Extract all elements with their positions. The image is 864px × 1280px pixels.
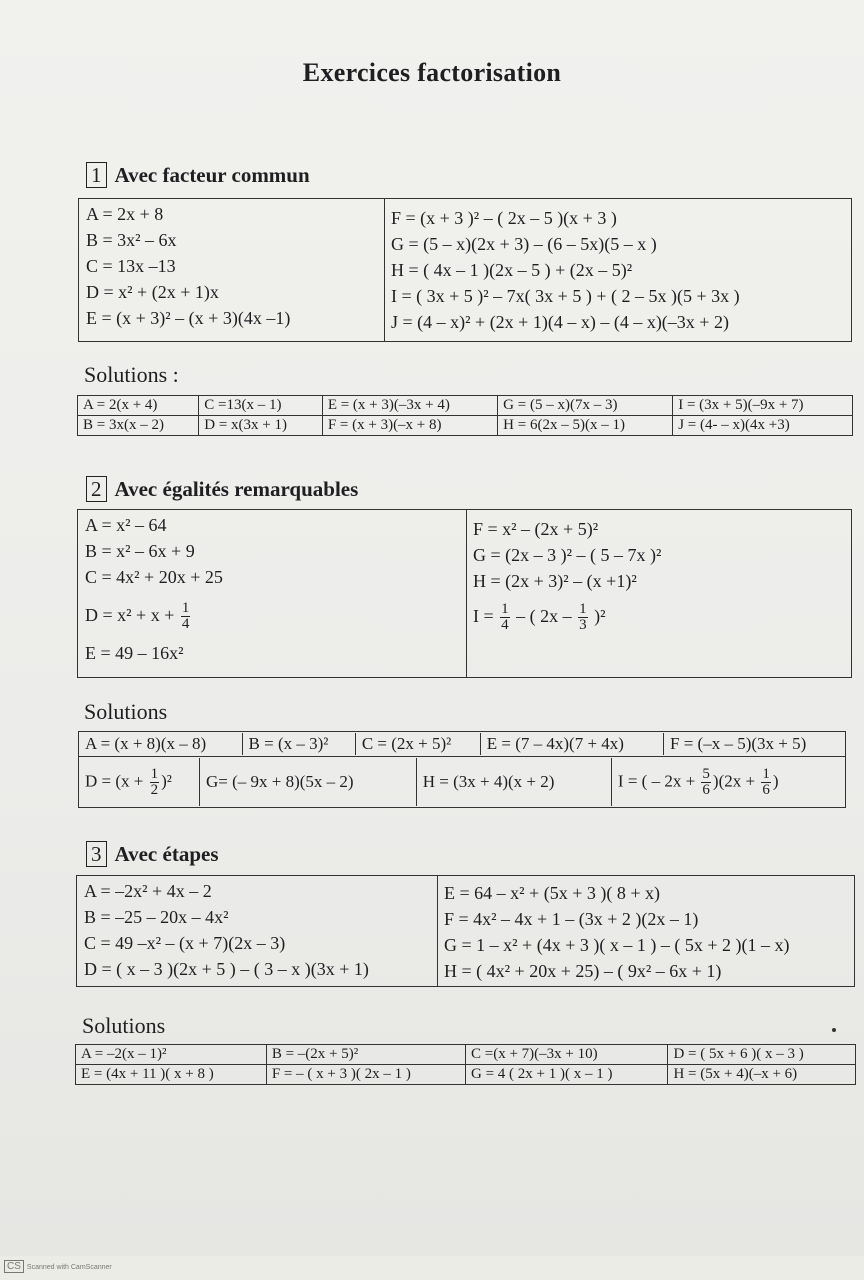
expression-text: )(2x +	[712, 770, 756, 790]
solution-cell: C =(x + 7)(–3x + 10)	[465, 1045, 667, 1065]
camscanner-logo: CS	[4, 1260, 24, 1273]
scanner-footer	[4, 1260, 112, 1273]
section-number: 3	[86, 841, 107, 867]
solution-cell: B = (x – 3)²	[242, 733, 355, 755]
numerator: 5	[702, 765, 710, 782]
exercise-line: A = –2x² + 4x – 2	[84, 881, 212, 901]
solution-cell: F = (–x – 5)(3x + 5)	[670, 734, 807, 753]
exercise-line: A = x² – 64	[85, 515, 167, 535]
fraction	[701, 767, 711, 798]
exercise-line: E = (x + 3)² – (x + 3)(4x –1)	[86, 308, 291, 328]
table-row	[79, 733, 845, 755]
exercise-line: C = 4x² + 20x + 25	[85, 567, 223, 587]
solutions-table-3	[75, 1044, 856, 1085]
solution-cell: G = 4 ( 2x + 1 )( x – 1 )	[465, 1065, 667, 1085]
exercise-line: E = 64 – x² + (5x + 3 )( 8 + x)	[444, 883, 660, 903]
exercise-line: B = 3x² – 6x	[86, 230, 177, 250]
exercise-line: G = (2x – 3 )² – ( 5 – 7x )²	[473, 545, 662, 565]
exercise-line: G = (5 – x)(2x + 3) – (6 – 5x)(5 – x )	[391, 234, 657, 254]
expression-text: )²	[594, 606, 606, 626]
fraction	[500, 602, 510, 633]
fraction	[578, 602, 588, 633]
solution-cell: B = –(2x + 5)²	[266, 1045, 465, 1065]
numerator: 1	[501, 601, 509, 618]
exercise-line: C = 49 –x² – (x + 7)(2x – 3)	[84, 933, 286, 953]
solution-cell: D = ( 5x + 6 )( x – 3 )	[668, 1045, 856, 1065]
exercise-line: E = 49 – 16x²	[85, 643, 184, 663]
table-row	[76, 1045, 856, 1065]
numerator: 1	[150, 765, 159, 782]
page-title: Exercices factorisation	[302, 58, 562, 87]
solution-cell: E = (4x + 11 )( x + 8 )	[76, 1065, 267, 1085]
exercise-line: A = 2x + 8	[86, 204, 164, 224]
section-title: Avec égalités remarquables	[114, 477, 359, 501]
solutions-label-2: Solutions	[84, 699, 168, 724]
solution-cell: H = (5x + 4)(–x + 6)	[668, 1065, 856, 1085]
exercise-line: F = (x + 3 )² – ( 2x – 5 )(x + 3 )	[391, 208, 617, 228]
exercise-line	[466, 594, 851, 638]
fraction	[761, 767, 771, 798]
solution-cell	[79, 758, 200, 806]
exercise-line: G = 1 – x² + (4x + 3 )( x – 1 ) – ( 5x + 2 )(1 – x)	[444, 935, 790, 955]
numerator: 1	[181, 600, 190, 617]
table-row	[76, 1065, 856, 1085]
solution-cell: B = 3x(x – 2)	[78, 416, 199, 436]
denominator: 6	[762, 781, 770, 798]
solution-row-table	[79, 733, 845, 755]
numerator: 1	[579, 601, 587, 618]
solution-cell: J = (4- – x)(4x +3)	[673, 416, 853, 436]
denominator: 6	[702, 781, 710, 798]
denominator: 4	[501, 617, 509, 634]
section-number: 1	[86, 162, 107, 188]
expression-text: )²	[161, 770, 172, 790]
exercise-left-column	[79, 199, 385, 341]
section-number: 2	[86, 476, 107, 502]
fraction	[181, 601, 191, 632]
denominator: 4	[181, 616, 190, 633]
solution-cell: C =13(x – 1)	[199, 396, 323, 416]
table-row	[78, 416, 853, 436]
solutions-table-1	[77, 395, 853, 436]
section-title: Avec étapes	[114, 842, 219, 866]
solution-cell: E = (x + 3)(–3x + 4)	[322, 396, 497, 416]
solution-cell: F = (x + 3)(–x + 8)	[322, 416, 497, 436]
table-row	[78, 396, 853, 416]
exercise-box-2	[77, 509, 852, 678]
expression-text: D = (x +	[85, 770, 144, 790]
solution-cell: F = – ( x + 3 )( 2x – 1 )	[266, 1065, 465, 1085]
solutions-label-1: Solutions :	[84, 362, 179, 387]
expression-text: )	[772, 770, 779, 790]
section-1-heading	[86, 162, 310, 188]
solution-cell: H = 6(2x – 5)(x – 1)	[498, 416, 673, 436]
solutions-table-2	[78, 731, 846, 808]
solution-cell	[611, 758, 845, 806]
expression-text: – ( 2x –	[516, 606, 572, 626]
exercise-line: F = 4x² – 4x + 1 – (3x + 2 )(2x – 1)	[444, 909, 699, 929]
solution-cell: H = (3x + 4)(x + 2)	[416, 758, 611, 806]
exercise-line: F = x² – (2x + 5)²	[473, 519, 599, 539]
fraction	[150, 767, 160, 798]
denominator: 2	[150, 781, 159, 798]
exercise-line: H = (2x + 3)² – (x +1)²	[473, 571, 637, 591]
solutions-label-3: Solutions	[82, 1013, 166, 1038]
exercise-line: D = x² + (2x + 1)x	[86, 282, 219, 302]
exercise-line: B = x² – 6x + 9	[85, 541, 195, 561]
solution-cell: A = 2(x + 4)	[78, 396, 199, 416]
table-row	[79, 732, 846, 757]
table-row	[79, 758, 845, 806]
solution-cell: G = (5 – x)(7x – 3)	[498, 396, 673, 416]
exercise-line: B = –25 – 20x – 4x²	[84, 907, 229, 927]
exercise-right-column	[384, 199, 851, 341]
exercise-line: I = ( 3x + 5 )² – 7x( 3x + 5 ) + ( 2 – 5x )(5 + 3x )	[391, 286, 740, 306]
solution-cell: E = (7 – 4x)(7 + 4x)	[480, 733, 663, 755]
solution-cell: A = –2(x – 1)²	[76, 1045, 267, 1065]
solution-row-container	[79, 732, 846, 757]
exercise-box-3	[76, 875, 855, 987]
exercise-left-column	[77, 876, 438, 986]
exercise-line: H = ( 4x² + 20x + 25) – ( 9x² – 6x + 1)	[444, 961, 722, 981]
section-3-heading	[86, 841, 219, 867]
exercise-left-column	[78, 510, 467, 677]
exercise-line: J = (4 – x)² + (2x + 1)(4 – x) – (4 – x)(–3x + 2)	[391, 312, 729, 332]
scanner-text: Scanned with CamScanner	[26, 1264, 112, 1271]
table-row	[79, 757, 846, 808]
solution-cell: A = (x + 8)(x – 8)	[79, 733, 242, 755]
section-2-heading	[86, 476, 358, 502]
exercise-box-1	[78, 198, 852, 342]
section-title: Avec facteur commun	[114, 163, 310, 187]
expression-text: I =	[473, 606, 494, 626]
expression-text: D = x² + x +	[85, 605, 175, 625]
exercise-right-column	[466, 510, 851, 677]
exercise-line	[78, 590, 466, 640]
solution-cell: I = (3x + 5)(–9x + 7)	[673, 396, 853, 416]
expression-text: I = ( – 2x +	[617, 770, 696, 790]
ink-dot	[832, 1028, 836, 1032]
numerator: 1	[762, 765, 770, 782]
denominator: 3	[579, 617, 587, 634]
solution-row-table	[79, 758, 845, 806]
solution-cell: D = x(3x + 1)	[199, 416, 323, 436]
exercise-right-column	[437, 876, 854, 986]
solution-cell: G= (– 9x + 8)(5x – 2)	[200, 758, 417, 806]
exercise-line: C = 13x –13	[86, 256, 176, 276]
solution-cell: C = (2x + 5)²	[355, 733, 480, 755]
exercise-line: D = ( x – 3 )(2x + 5 ) – ( 3 – x )(3x + 1)	[84, 959, 369, 979]
exercise-line: H = ( 4x – 1 )(2x – 5 ) + (2x – 5)²	[391, 260, 633, 280]
solution-row-container	[79, 757, 846, 808]
